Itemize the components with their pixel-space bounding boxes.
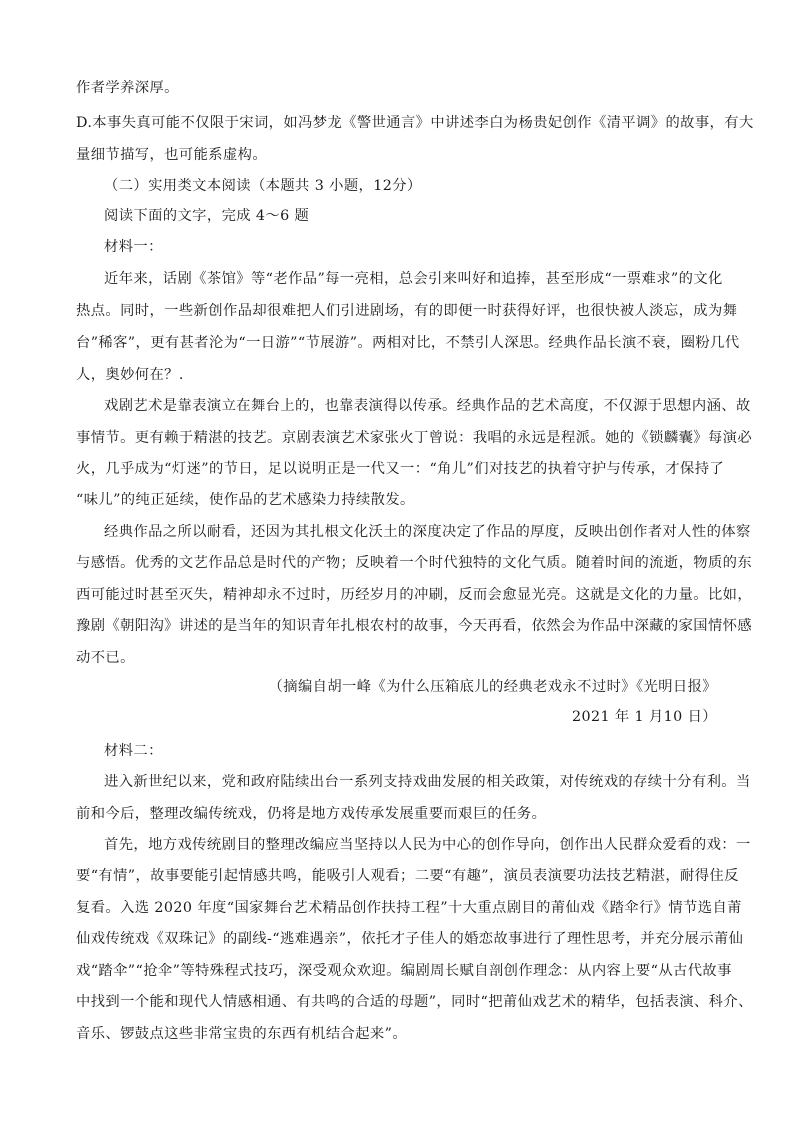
source-date: 2021 年 1 月10 日） bbox=[571, 709, 717, 725]
text-line: 近年来，话剧《茶馆》等“老作品”每一亮相，总会引来叫好和追捧，甚至形成“一票难求”的文化 bbox=[104, 271, 723, 287]
text-line: 作者学养深厚。 bbox=[76, 80, 179, 96]
text-line: 进入新世纪以来，党和政府陆续出台一系列支持戏曲发展的相关政策，对传统戏的存续十分有利。当 bbox=[104, 774, 751, 790]
instruction-line: 阅读下面的文字，完成 4～6 题 bbox=[104, 208, 310, 224]
text-line: 与感悟。优秀的文艺作品总是时代的产物；反映着一个时代独特的文化气质。随着时间的流逝，物质的东 bbox=[76, 555, 753, 571]
text-line: 豫剧《朝阳沟》讲述的是当年的知识青年扎根农村的故事，今天再看，依然会为作品中深藏的家国情怀感 bbox=[76, 618, 753, 634]
text-line: 量细节描写，也可能系虚构。 bbox=[76, 147, 268, 163]
text-line: 戏“踏伞”“抢伞”等特殊程式技巧，深受观众欢迎。编剧周长赋自剖创作理念：从内容上要“从古代故事 bbox=[76, 963, 732, 979]
text-line: 西可能过时甚至灭失，精神却永不过时，历经岁月的冲刷，反而会愈显光亮。这就是文化的力量。比如， bbox=[76, 587, 753, 603]
text-line: 要“有情”，故事要能引起情感共鸣，能吸引人观看；二要“有趣”，演员表演要功法技艺精湛，耐得住反 bbox=[76, 868, 739, 884]
text-line: “味儿”的纯正延续，使作品的艺术感染力持续散发。 bbox=[76, 492, 415, 508]
text-line: 音乐、锣鼓点这些非常宝贵的东西有机结合起来”。 bbox=[76, 1026, 408, 1042]
text-line: 前和今后，整理改编传统戏，仍将是地方戏传承发展重要而艰巨的任务。 bbox=[76, 806, 547, 822]
text-line: 戏剧艺术是靠表演立在舞台上的，也靠表演得以传承。经典作品的艺术高度，不仅源于思想内涵、故 bbox=[104, 398, 751, 414]
text-line: 经典作品之所以耐看，还因为其扎根文化沃土的深度决定了作品的厚度，反映出创作者对人性的体察 bbox=[104, 524, 751, 540]
text-line: 首先，地方戏传统剧目的整理改编应当坚持以人民为中心的创作导向，创作出人民群众爱看的戏：一 bbox=[104, 837, 751, 853]
text-line: 复看。入选 2020 年度“国家舞台艺术精品创作扶持工程”十大重点剧目的莆仙戏《踏伞行》情节选自莆 bbox=[76, 900, 742, 916]
text-line: 动不已。 bbox=[76, 650, 135, 666]
source-citation: （摘编自胡一峰《为什么压箱底儿的经典老戏永不过时》《光明日报》 bbox=[268, 679, 717, 695]
text-line: 火，几乎成为“灯迷”的节日，足以说明正是一代又一：“角儿”们对技艺的执着守护与传承，才保持了 bbox=[76, 461, 725, 477]
text-line: 中找到一个能和现代人情感相通、有共鸣的合适的母题”，同时“把莆仙戏艺术的精华，包括表演、科介、 bbox=[76, 994, 753, 1010]
text-line: 台”稀客”，更有甚者沦为“一日游”“节展游”。两相对比，不禁引人深思。经典作品长演不衰，圈粉几代 bbox=[76, 335, 740, 351]
section-heading: （二）实用类文本阅读（本题共 3 小题，12分） bbox=[104, 178, 422, 194]
text-line: 人，奥妙何在？. bbox=[76, 367, 184, 383]
text-line: D.本事失真可能不仅限于宋词，如冯梦龙《警世通言》中讲述李白为杨贵妃创作《清平调》的故事，有大 bbox=[76, 115, 754, 131]
text-line: 仙戏传统戏《双珠记》的副线-“逃难遇亲”，依托才子佳人的婚恋故事进行了理性思考，并充分展示莆仙 bbox=[76, 931, 744, 947]
text-line: 热点。同时，一些新创作品却很难把人们引进剧场，有的即便一时获得好评，也很快被人淡忘，成为舞 bbox=[76, 303, 738, 319]
material-label: 材料二： bbox=[104, 743, 163, 759]
material-label: 材料一： bbox=[104, 239, 163, 255]
text-line: 事情节。更有赖于精湛的技艺。京剧表演艺术家张火丁曾说：我唱的永远是程派。她的《锁麟囊》每演必 bbox=[76, 430, 753, 446]
